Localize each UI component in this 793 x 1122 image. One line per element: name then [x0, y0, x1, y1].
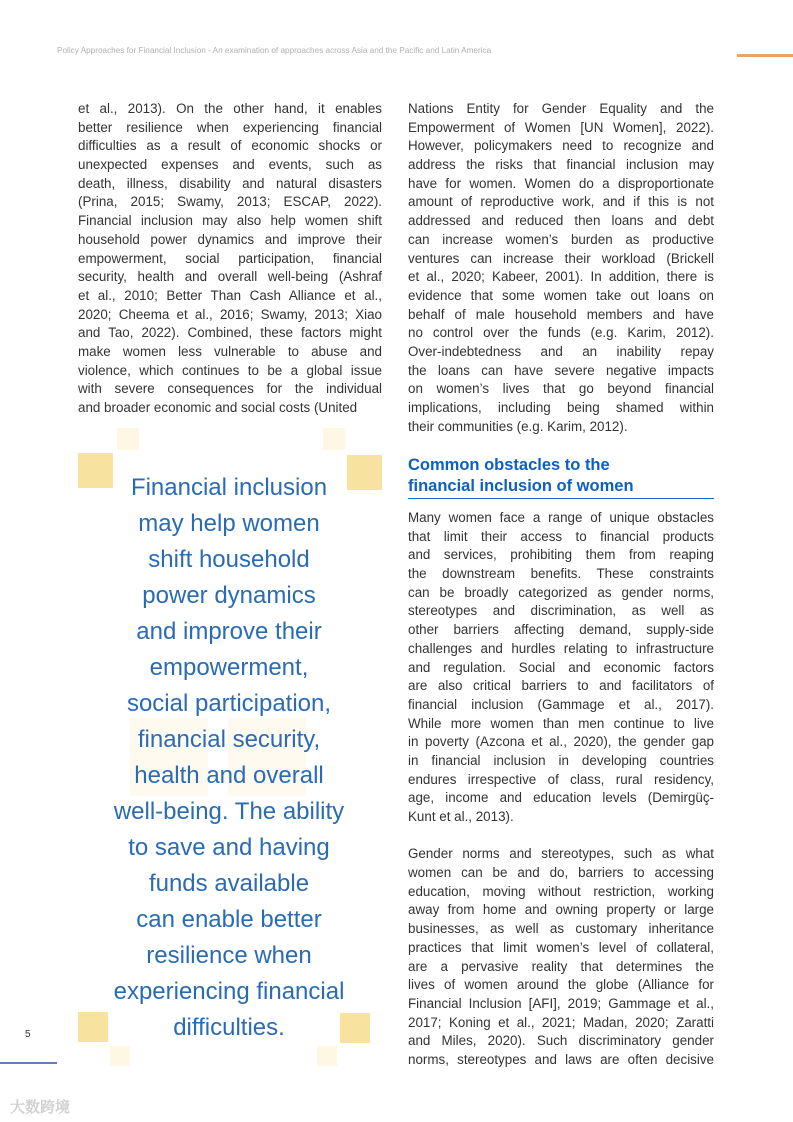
pull-quote-line: shift household — [148, 546, 310, 573]
text-line: businesses, as well as customary inheritance — [408, 921, 714, 937]
decorative-square — [110, 1046, 130, 1066]
text-line: implications, including being shamed within — [408, 400, 714, 415]
pull-quote-line: may help women — [138, 510, 320, 537]
text-line: address the risks that financial inclusion may — [408, 157, 714, 173]
text-line: et al., 2010; Better Than Cash Alliance et al., — [78, 287, 382, 303]
text-line: are a pervasive reality that determines the — [408, 958, 714, 974]
footer-accent-rule — [0, 1062, 57, 1064]
text-line: can increase women’s burden as productive — [408, 231, 714, 247]
text-line: away from home and owning property or large — [408, 902, 714, 918]
decorative-square — [117, 428, 139, 450]
pull-quote-line: to save and having — [128, 834, 330, 861]
text-line: et al., 2020; Kabeer, 2001). In addition, there is — [408, 269, 714, 285]
text-line: have for women. Women do a disproportionate — [408, 175, 714, 191]
text-line: Empowerment of Women [UN Women], 2022). — [408, 119, 714, 135]
text-line: Gender norms and stereotypes, such as what — [408, 846, 714, 862]
text-line: empowerment, social participation, financial — [78, 250, 382, 266]
text-line: Financial inclusion may also help women shift — [78, 213, 382, 229]
text-line: are also critical barriers to and facilitators of — [408, 678, 714, 694]
text-line: stereotypes and discrimination, as well as — [408, 603, 714, 619]
page-number: 5 — [25, 1029, 31, 1040]
pull-quote-line: can enable better — [136, 906, 322, 933]
section-heading-line-2: financial inclusion of women — [408, 477, 634, 495]
text-line: 2017; Koning et al., 2021; Madan, 2020; Zaratti — [408, 1014, 714, 1030]
left-column-text — [78, 100, 382, 418]
text-line: the downstream benefits. These constraints — [408, 566, 714, 582]
pull-quote-line: health and overall — [134, 762, 324, 789]
text-line: lives of women around the globe (Alliance for — [408, 977, 714, 993]
text-line: Over-indebtedness and an inability repay — [408, 343, 714, 359]
section-heading — [408, 455, 714, 499]
pull-quote-line: well-being. The ability — [113, 798, 345, 825]
text-line: Financial Inclusion [AFI], 2019; Gammage et al., — [408, 995, 714, 1011]
watermark-logo: 大数跨境 — [10, 1099, 71, 1116]
text-line: household power dynamics and improve their — [78, 231, 382, 247]
text-line: women can be and do, barriers to accessing — [408, 865, 714, 881]
running-header: Policy Approaches for Financial Inclusion - An examination of approaches across Asia and the Pacific and Latin America — [57, 46, 492, 55]
text-line: on women’s lives that go beyond financial — [408, 381, 714, 397]
pull-quote-line: difficulties. — [173, 1014, 285, 1041]
text-line: difficulties as a result of economic shocks or — [78, 138, 382, 154]
text-line: other barriers affecting demand, supply-side — [408, 622, 714, 638]
text-line: can be broadly categorized as gender norms, — [408, 584, 714, 600]
text-line: and broader economic and social costs (United — [78, 400, 358, 415]
text-line: Kunt et al., 2013). — [408, 809, 514, 824]
text-line: challenges and hurdles relating to infrastructure — [408, 640, 714, 656]
text-line: unexpected expenses and events, such as — [78, 157, 382, 173]
text-line: better resilience when experiencing financial — [78, 119, 382, 135]
text-line: and regulation. Social and economic factors — [408, 659, 714, 675]
text-line: and services, prohibiting them from reaping — [408, 547, 714, 563]
text-line: and Tao, 2022). Combined, these factors might — [78, 325, 382, 341]
text-line: behalf of male household members and have — [408, 306, 714, 322]
text-line: no control over the funds (e.g. Karim, 2012). — [408, 325, 714, 341]
decorative-square — [317, 1046, 337, 1066]
pull-quote-line: and improve their — [136, 618, 322, 645]
pull-quote-line: power dynamics — [142, 582, 316, 609]
text-line: financial inclusion (Gammage et al., 2017). — [408, 696, 714, 712]
paragraph-gap — [408, 827, 714, 846]
paragraph-1 — [408, 509, 714, 827]
obstacles-body — [408, 509, 714, 1070]
pull-quote-line: funds available — [148, 870, 310, 897]
text-line: and Miles, 2020). Such discriminatory gender — [408, 1033, 714, 1049]
text-line: endures irrespective of class, rural residency, — [408, 771, 714, 787]
text-line: with severe consequences for the individual — [78, 381, 382, 397]
text-line: the loans can have severe negative impacts — [408, 362, 714, 378]
text-line: Many women face a range of unique obstacles — [408, 510, 714, 525]
decorative-square — [323, 428, 345, 450]
text-line: While more women than men continue to live — [408, 715, 714, 731]
text-line: ventures can increase their workload (Brickell — [408, 250, 714, 266]
text-line: their communities (e.g. Karim, 2012). — [408, 418, 628, 434]
pull-quote-line: social participation, — [126, 690, 332, 717]
text-line: make women less vulnerable to abuse and — [78, 343, 382, 359]
text-line: addressed and reduced then loans and debt — [408, 213, 714, 229]
text-line: evidence that some women take out loans on — [408, 287, 714, 303]
pull-quote-line: financial security, — [137, 726, 321, 753]
pull-quote-line: experiencing financial — [113, 978, 345, 1005]
text-line: 2020; Cheema et al., 2016; Swamy, 2013; Xiao — [78, 306, 382, 322]
text-line: et al., 2013). On the other hand, it enables — [78, 101, 382, 116]
text-line: in poverty (Azcona et al., 2020), the gender gap — [408, 734, 714, 750]
text-line: (Prina, 2015; Swamy, 2013; ESCAP, 2022). — [78, 194, 382, 210]
text-line: in financial inclusion in developing countries — [408, 752, 714, 768]
text-line: amount of reproductive work, and if this is not — [408, 194, 714, 210]
pull-quote-line: resilience when — [146, 942, 312, 969]
pull-quote-line: empowerment, — [149, 654, 309, 681]
text-line: violence, which continues to be a global issue — [78, 362, 382, 378]
right-column-text — [408, 100, 714, 436]
text-line: that limit their access to financial products — [408, 528, 714, 544]
text-line: education, moving without restriction, working — [408, 883, 714, 899]
header-accent-rule — [737, 54, 793, 57]
text-line: norms, stereotypes and laws are often decisive — [408, 1051, 714, 1067]
pull-quote-line: Financial inclusion — [130, 474, 328, 501]
text-line: practices that limit women’s level of collateral, — [408, 939, 714, 955]
text-line: However, policymakers need to recognize and — [408, 138, 714, 154]
pull-quote — [90, 470, 368, 1046]
text-line: death, illness, disability and natural disasters — [78, 175, 382, 191]
section-heading-line-1: Common obstacles to the — [408, 456, 610, 474]
paragraph-2 — [408, 845, 714, 1069]
text-line: security, health and overall well-being (Ashraf — [78, 269, 382, 285]
text-line: Nations Entity for Gender Equality and the — [408, 101, 714, 116]
text-line: age, income and education levels (Demirgüç- — [408, 790, 714, 806]
